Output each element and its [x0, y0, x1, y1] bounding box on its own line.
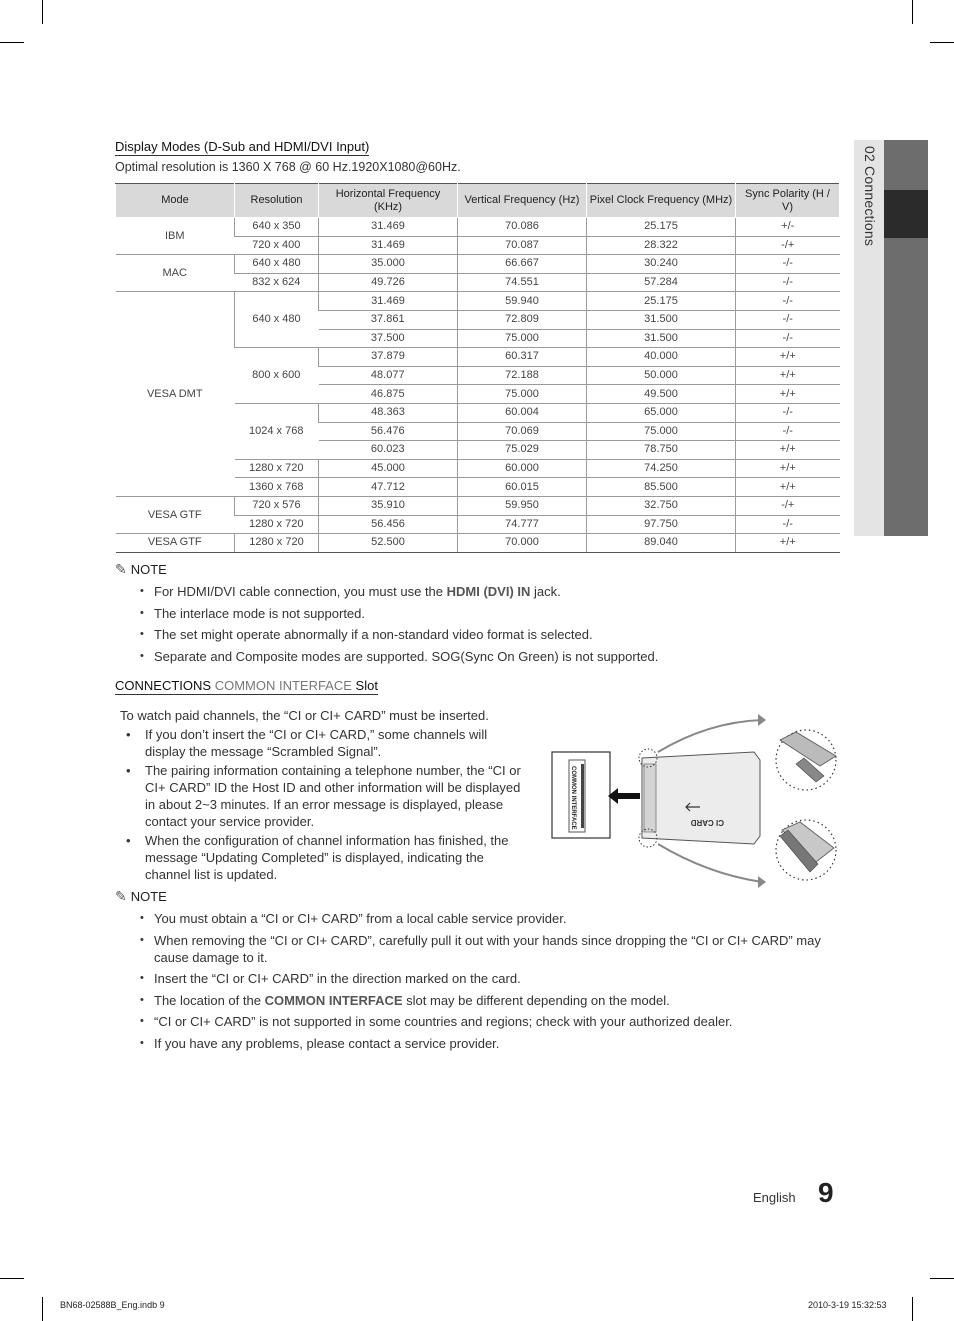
note-item — [138, 1035, 838, 1052]
crop-mark — [0, 42, 24, 43]
table-row — [116, 496, 840, 515]
value-cell: +/+ — [736, 534, 840, 553]
card-label: CI CARD — [690, 818, 724, 827]
value-cell: 74.777 — [458, 515, 587, 534]
value-cell: 74.551 — [458, 273, 587, 292]
column-header: Resolution — [235, 184, 319, 218]
resolution-cell: 720 x 400 — [235, 236, 319, 255]
value-cell: -/- — [736, 422, 840, 441]
value-cell: -/- — [736, 292, 840, 311]
crop-mark — [0, 1278, 24, 1279]
resolution-cell: 1280 x 720 — [235, 459, 319, 478]
value-cell: 60.004 — [458, 403, 587, 422]
footer-language: English — [753, 1190, 796, 1205]
resolution-cell: 640 x 480 — [235, 255, 319, 274]
ci-card — [642, 752, 760, 844]
column-header: Mode — [116, 184, 235, 218]
optimal-resolution-text: Optimal resolution is 1360 X 768 @ 60 Hz.1920X1080@60Hz. — [115, 160, 461, 174]
table-row — [116, 534, 840, 553]
crop-mark — [42, 1297, 43, 1321]
note-text: Insert the “CI or CI+ CARD” in the direction marked on the card. — [154, 971, 521, 986]
note-text: The set might operate abnormally if a non-standard video format is selected. — [154, 627, 593, 642]
value-cell: +/+ — [736, 348, 840, 367]
value-cell: 97.750 — [587, 515, 736, 534]
value-cell: 72.188 — [458, 366, 587, 385]
ci-bullet-item: • When the configuration of channel information has finished, the message “Updating Completed” is displayed, indicating the channel list is updated. — [125, 832, 525, 883]
crop-mark — [42, 0, 43, 24]
heading-part: Slot — [355, 678, 378, 693]
note-text: For HDMI/DVI cable connection, you must use the — [154, 584, 447, 599]
column-header: Pixel Clock Frequency (MHz) — [587, 184, 736, 218]
value-cell: 32.750 — [587, 496, 736, 515]
value-cell: 59.940 — [458, 292, 587, 311]
display-modes-heading: Display Modes (D-Sub and HDMI/DVI Input) — [115, 139, 370, 154]
table-body — [116, 218, 840, 553]
table-header-row — [116, 184, 840, 218]
resolution-cell: 640 x 350 — [235, 218, 319, 237]
note-highlight: COMMON INTERFACE — [264, 992, 403, 1008]
value-cell: 35.910 — [319, 496, 458, 515]
value-cell: 89.040 — [587, 534, 736, 553]
value-cell: -/- — [736, 273, 840, 292]
note-label: NOTE — [130, 562, 167, 577]
note-text: If you have any problems, please contact a service provider. — [154, 1035, 500, 1051]
table-row — [116, 218, 840, 237]
heading-part-highlight: COMMON INTERFACE — [214, 678, 352, 693]
ci-bullet-list — [125, 726, 525, 885]
value-cell: 70.087 — [458, 236, 587, 255]
value-cell: 65.000 — [587, 403, 736, 422]
crop-mark — [930, 42, 954, 43]
value-cell: 60.023 — [319, 441, 458, 460]
value-cell: 78.750 — [587, 441, 736, 460]
note-text: “CI or CI+ CARD” is not supported in some countries and regions; check with your authorized dealer. — [154, 1014, 733, 1029]
note-item — [138, 626, 838, 643]
value-cell: 75.000 — [458, 329, 587, 348]
ci-card-illustration — [548, 712, 840, 888]
note-text: The location of the — [154, 992, 265, 1008]
note-label: NOTE — [130, 889, 167, 904]
mode-cell: MAC — [116, 255, 235, 292]
value-cell: +/+ — [736, 459, 840, 478]
column-header: Horizontal Frequency (KHz) — [319, 184, 458, 218]
value-cell: 47.712 — [319, 478, 458, 497]
chapter-label: 02 Connections — [862, 146, 878, 247]
note-item — [138, 605, 838, 622]
note-text: When removing the “CI or CI+ CARD”, carefully pull it out with your hands since dropping the “CI or CI+ CARD” may cause damage to it. — [154, 932, 821, 965]
value-cell: -/- — [736, 255, 840, 274]
zoom-arrow-icon — [758, 714, 766, 726]
mode-cell: VESA DMT — [116, 292, 235, 497]
value-cell: 60.015 — [458, 478, 587, 497]
value-cell: 49.500 — [587, 385, 736, 404]
value-cell: 37.879 — [319, 348, 458, 367]
table-row — [116, 255, 840, 274]
value-cell: 45.000 — [319, 459, 458, 478]
value-cell: 35.000 — [319, 255, 458, 274]
value-cell: 52.500 — [319, 534, 458, 553]
insert-arrow-icon — [608, 788, 640, 804]
resolution-cell: 720 x 576 — [235, 496, 319, 515]
note-text: The interlace mode is not supported. — [154, 605, 366, 621]
resolution-cell: 800 x 600 — [235, 348, 319, 404]
resolution-cell: 640 x 480 — [235, 292, 319, 348]
value-cell: 85.500 — [587, 478, 736, 497]
card-connector — [644, 764, 656, 832]
value-cell: 25.175 — [587, 218, 736, 237]
note-highlight: HDMI (DVI) IN — [446, 584, 531, 599]
value-cell: 25.175 — [587, 292, 736, 311]
value-cell: 28.322 — [587, 236, 736, 255]
value-cell: 70.086 — [458, 218, 587, 237]
value-cell: 31.500 — [587, 329, 736, 348]
value-cell: 37.500 — [319, 329, 458, 348]
note-list — [138, 910, 838, 1056]
value-cell: 60.317 — [458, 348, 587, 367]
mode-cell: IBM — [116, 218, 235, 255]
value-cell: 56.456 — [319, 515, 458, 534]
value-cell: 31.469 — [319, 236, 458, 255]
value-cell: 66.667 — [458, 255, 587, 274]
resolution-cell: 1024 x 768 — [235, 403, 319, 459]
pencil-icon: ✎ — [115, 888, 127, 904]
value-cell: 46.875 — [319, 385, 458, 404]
value-cell: 75.029 — [458, 441, 587, 460]
resolution-cell: 1280 x 720 — [235, 515, 319, 534]
print-date-info: 2010-3-19 15:32:53 — [808, 1300, 887, 1310]
zoom-arc — [658, 720, 762, 752]
slot-edge — [581, 764, 584, 828]
zoom-arc — [658, 844, 762, 882]
value-cell: 31.500 — [587, 310, 736, 329]
value-cell: -/- — [736, 403, 840, 422]
card-corner-detail — [780, 732, 836, 766]
print-file-info: BN68-02588B_Eng.indb 9 — [60, 1300, 165, 1310]
value-cell: 75.000 — [458, 385, 587, 404]
value-cell: 75.000 — [587, 422, 736, 441]
note-heading — [115, 888, 167, 905]
resolution-cell: 832 x 624 — [235, 273, 319, 292]
value-cell: 31.469 — [319, 218, 458, 237]
note-list — [138, 583, 838, 669]
table-row — [116, 292, 840, 311]
value-cell: 57.284 — [587, 273, 736, 292]
note-item — [138, 970, 838, 987]
ci-bullet-item: • If you don’t insert the “CI or CI+ CARD,” some channels will display the message “Scrambled Signal”. — [125, 726, 525, 760]
value-cell: 40.000 — [587, 348, 736, 367]
value-cell: -/+ — [736, 236, 840, 255]
note-text: You must obtain a “CI or CI+ CARD” from a local cable service provider. — [154, 911, 567, 926]
resolution-cell: 1360 x 768 — [235, 478, 319, 497]
value-cell: +/+ — [736, 441, 840, 460]
crop-mark — [912, 1297, 913, 1321]
note-text: jack. — [530, 584, 561, 599]
value-cell: -/- — [736, 329, 840, 348]
value-cell: +/+ — [736, 385, 840, 404]
value-cell: 50.000 — [587, 366, 736, 385]
value-cell: 60.000 — [458, 459, 587, 478]
value-cell: 70.000 — [458, 534, 587, 553]
note-item — [138, 932, 838, 966]
value-cell: 30.240 — [587, 255, 736, 274]
note-item — [138, 910, 838, 927]
column-header: Vertical Frequency (Hz) — [458, 184, 587, 218]
value-cell: +/+ — [736, 478, 840, 497]
note-text: slot may be different depending on the model. — [402, 992, 670, 1008]
crop-mark — [912, 0, 913, 24]
heading-part: CONNECTIONS — [115, 678, 212, 693]
value-cell: 59.950 — [458, 496, 587, 515]
value-cell: 56.476 — [319, 422, 458, 441]
slot-label: COMMON INTERFACE — [570, 766, 576, 830]
display-modes-table — [115, 183, 840, 553]
crop-mark — [930, 1278, 954, 1279]
ci-bullet-item: • The pairing information containing a telephone number, the “CI or CI+ CARD” ID the Host ID and other information will be displayed in about 2~3 minutes. If an error message is displayed, please contact your service provider. — [125, 762, 525, 830]
note-item — [138, 648, 838, 665]
value-cell: 72.809 — [458, 310, 587, 329]
value-cell: 70.069 — [458, 422, 587, 441]
ci-intro-text: To watch paid channels, the “CI or CI+ CARD” must be inserted. — [120, 708, 489, 723]
value-cell: 74.250 — [587, 459, 736, 478]
mode-cell: VESA GTF — [116, 534, 235, 553]
value-cell: 48.077 — [319, 366, 458, 385]
page-number: 9 — [818, 1177, 834, 1208]
note-text: Separate and Composite modes are supported. SOG(Sync On Green) is not supported. — [154, 648, 659, 664]
value-cell: 31.469 — [319, 292, 458, 311]
value-cell: 49.726 — [319, 273, 458, 292]
note-heading — [115, 561, 167, 578]
value-cell: -/+ — [736, 496, 840, 515]
column-header: Sync Polarity (H / V) — [736, 184, 840, 218]
value-cell: 48.363 — [319, 403, 458, 422]
value-cell: 37.861 — [319, 310, 458, 329]
mode-cell: VESA GTF — [116, 496, 235, 533]
value-cell: +/- — [736, 218, 840, 237]
note-item — [138, 1013, 838, 1030]
zoom-arrow-icon — [758, 876, 766, 888]
resolution-cell: 1280 x 720 — [235, 534, 319, 553]
value-cell: -/- — [736, 310, 840, 329]
pencil-icon: ✎ — [115, 561, 127, 577]
chapter-tab-active — [884, 190, 928, 238]
value-cell: +/+ — [736, 366, 840, 385]
note-item — [138, 583, 838, 600]
note-item — [138, 992, 838, 1009]
value-cell: -/- — [736, 515, 840, 534]
ci-slot-heading — [115, 678, 378, 695]
